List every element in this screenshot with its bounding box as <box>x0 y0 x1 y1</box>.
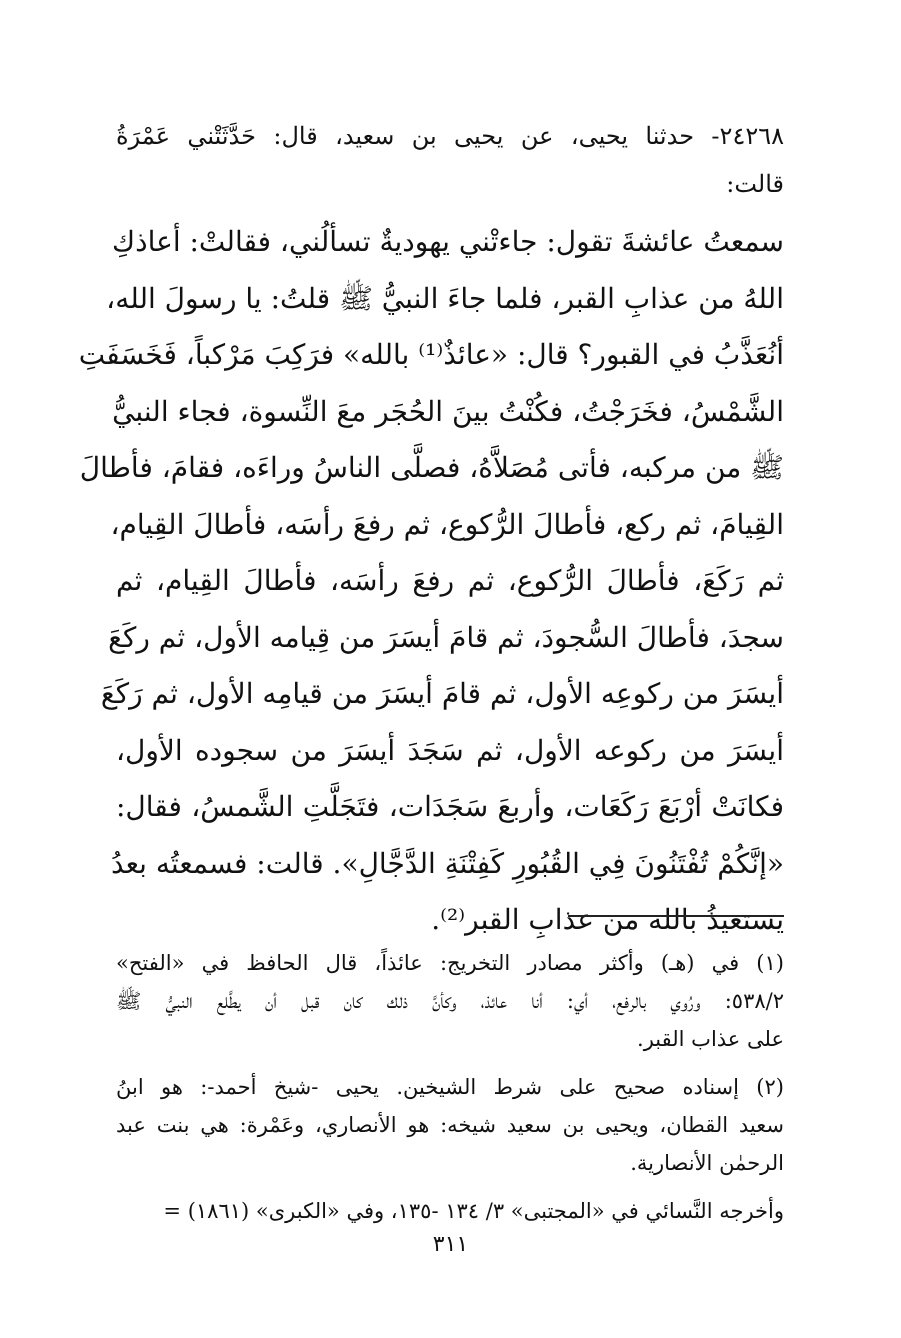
text-line: سمعتُ عائشةَ تقول: جاءتْني يهوديةٌ تسألُني، فقالتْ: أعاذكِ <box>112 225 784 258</box>
heading-line: ٢٤٢٦٨- حدثنا يحيى، عن يحيى بن سعيد، قال: حَدَّثَتْني عَمْرَةُ <box>116 122 784 150</box>
page-number: ٣١١ <box>432 1232 469 1257</box>
footnote-line: الرحمٰن الأنصارية. <box>630 1151 784 1175</box>
footnote-line: على عذاب القبر. <box>637 1027 784 1051</box>
footnote-gap <box>116 1058 784 1068</box>
text-line: أيسَرَ من ركوعه الأول، ثم سَجَدَ أيسَرَ من سجوده الأول، <box>116 733 784 767</box>
text-line: فكانَتْ أرْبَعَ رَكَعَات، وأربعَ سَجَدَات، فتَجَلَّتِ الشَّمسُ، فقال: <box>116 790 784 823</box>
text-line: الشَّمْسُ، فخَرَجْتُ، فكُنْتُ بينَ الحُجَر معَ النِّسوة، فجاء النبيُّ <box>112 394 784 428</box>
text-line: ثم رَكَعَ، فأطالَ الرُّكوع، ثم رفعَ رأسَه، فأطالَ القِيام، ثم <box>116 564 784 597</box>
text-line: «إنَّكُمْ تُفْتَنُونَ فِي القُبُورِ كَفِتْنَةِ الدَّجَّالِ». قالت: فسمعتُه بعدُ <box>110 846 784 880</box>
footnote-gap <box>116 1182 784 1192</box>
footnote-line: سعيد القطان، ويحيى بن سعيد شيخه: هو الأنصاري، وعَمْرة: هي بنت عبد <box>116 1113 784 1137</box>
footnotes <box>116 944 784 1230</box>
hadith-text <box>78 214 784 949</box>
heading-line: قالت: <box>726 170 784 198</box>
text-line: اللهُ من عذابِ القبر، فلما جاءَ النبيُّ ﷺ قلتُ: يا رسولَ الله، <box>106 281 784 315</box>
text-line: القِيامَ، ثم ركع، فأطالَ الرُّكوع، ثم رفعَ رأسَه، فأطالَ القِيام، <box>110 507 784 541</box>
text-line: أنُعَذَّبُ في القبور؟ قال: «عائذٌ⁽¹⁾ بالله» فرَكِبَ مَرْكباً، فَخَسَفَتِ <box>78 338 784 371</box>
footnote-line: (١) في (هـ) وأكثر مصادر التخريج: عائذاً، قال الحافظ في «الفتح» <box>116 951 784 975</box>
text-line: أيسَرَ من ركوعِه الأول، ثم قامَ أيسَرَ من قيامِه الأول، ثم رَكَعَ <box>100 677 784 710</box>
footnote-2 <box>116 1068 784 1182</box>
footnote-1 <box>116 944 784 1058</box>
footnote-line: ٥٣٨/٢: ورُوي بالرفع، أي: أنا عائذ، وكأنَّ ذلك كان قبل أن يطَّلع النبيُّ ﷺ <box>116 989 784 1013</box>
footnote-line: (٢) إسناده صحيح على شرط الشيخين. يحيى -شيخ أحمد-: هو ابنُ <box>116 1075 784 1099</box>
hadith-heading <box>116 112 784 208</box>
text-line: ﷺ من مركبه، فأتى مُصَلاَّهُ، فصلَّى الناسُ وراءَه، فقامَ، فأطالَ <box>79 451 784 484</box>
text-line: يستعيذُ بالله من عذابِ القبر⁽²⁾. <box>431 903 784 936</box>
footnote-3 <box>116 1192 784 1230</box>
footnote-line: وأخرجه النَّسائي في «المجتبى» ٣/ ١٣٤ -١٣٥، وفي «الكبرى» (١٨٦١) = <box>163 1199 784 1223</box>
text-line: سجدَ، فأطالَ السُّجودَ، ثم قامَ أيسَرَ من قِيامه الأول، ثم ركَعَ <box>108 620 784 654</box>
footnote-divider <box>568 915 784 917</box>
